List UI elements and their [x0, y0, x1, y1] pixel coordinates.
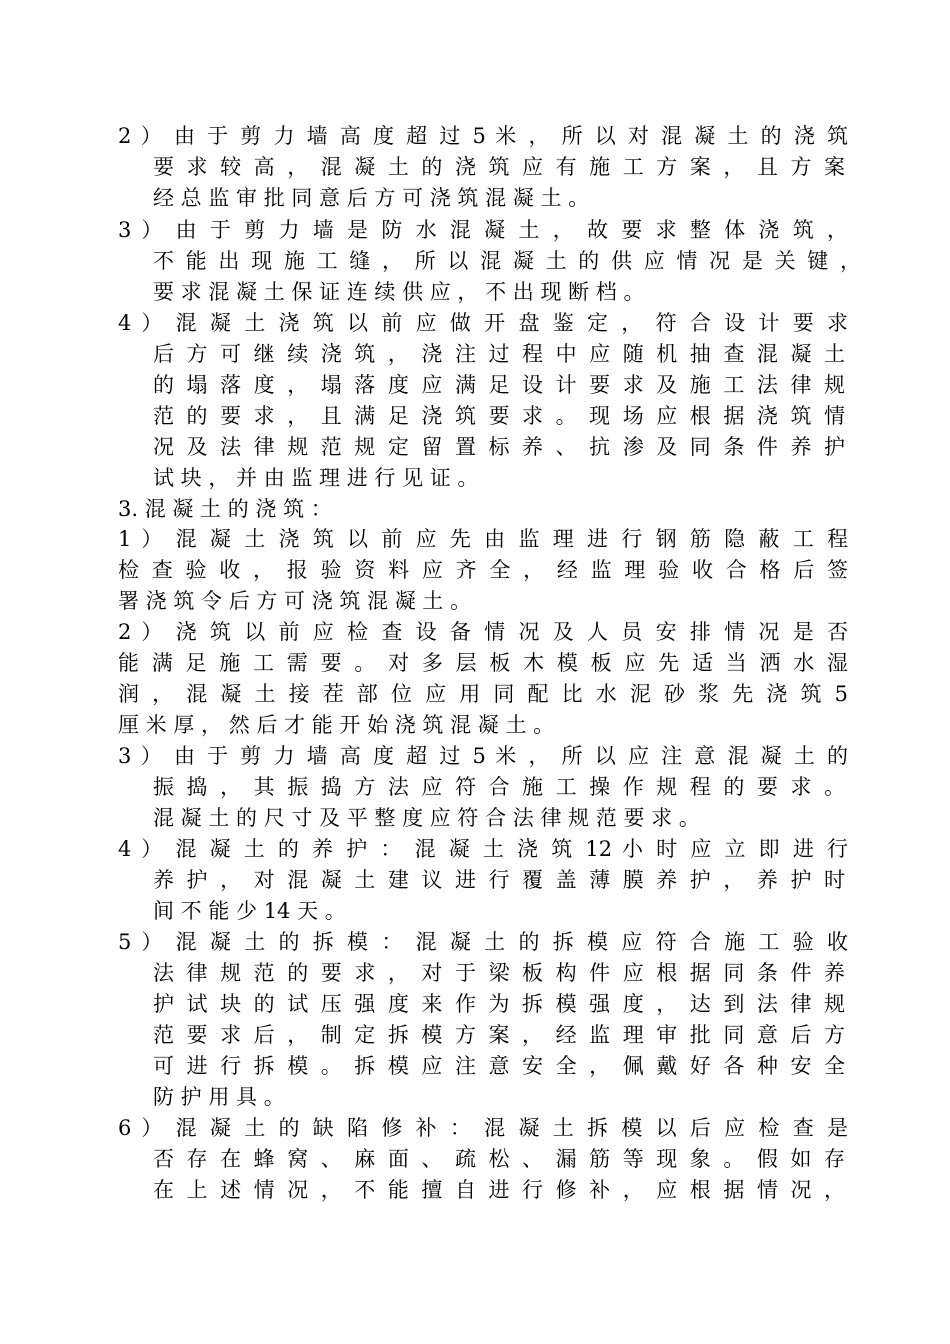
- text-line: 振 捣 ， 其 振 捣 方 法 应 符 合 施 工 操 作 规 程 的 要 求 。: [153, 775, 845, 799]
- text-line: 5 ） 混 凝 土 的 拆 模 ： 混 凝 土 的 拆 模 应 符 合 施 工 验 收: [118, 930, 848, 954]
- text-line: 检 查 验 收 ， 报 验 资 料 应 齐 全 ， 经 监 理 验 收 合 格 后 签: [118, 558, 848, 582]
- text-line: 的 塌 落 度 ， 塌 落 度 应 满 足 设 计 要 求 及 施 工 法 律 规: [153, 373, 845, 397]
- text-line: 署 浇 筑 令 后 方 可 浇 筑 混 凝 土 。: [118, 589, 472, 613]
- text-line: 3 ） 由 于 剪 力 墙 是 防 水 混 凝 土 ， 故 要 求 整 体 浇 筑 ，: [118, 218, 848, 242]
- text-line: 范 的 要 求 ， 且 满 足 浇 筑 要 求 。 现 场 应 根 据 浇 筑 情: [153, 404, 845, 428]
- text-line: 可 进 行 拆 模 。 拆 模 应 注 意 安 全 ， 佩 戴 好 各 种 安 全: [153, 1054, 845, 1078]
- text-line: 经 总 监 审 批 同 意 后 方 可 浇 筑 混 凝 土 。: [153, 186, 590, 210]
- text-line: 要 求 混 凝 土 保 证 连 续 供 应 ， 不 出 现 断 档 。: [153, 280, 645, 304]
- text-line: 2 ） 浇 筑 以 前 应 检 查 设 备 情 况 及 人 员 安 排 情 况 是 否: [118, 620, 848, 644]
- text-line: 6 ） 混 凝 土 的 缺 陷 修 补 ： 混 凝 土 拆 模 以 后 应 检 查 是: [118, 1116, 848, 1140]
- text-line: 否 存 在 蜂 窝 、 麻 面 、 疏 松 、 漏 筋 等 现 象 。 假 如 存: [153, 1147, 845, 1171]
- text-line: 况 及 法 律 规 范 规 定 留 置 标 养 、 抗 渗 及 同 条 件 养 护: [153, 435, 845, 459]
- text-line: 厘 米 厚 ， 然 后 才 能 开 始 浇 筑 混 凝 土 。: [118, 713, 555, 737]
- text-line: 4 ） 混 凝 土 浇 筑 以 前 应 做 开 盘 鉴 定 ， 符 合 设 计 要 求: [118, 311, 848, 335]
- text-line: 3 ） 由 于 剪 力 墙 高 度 超 过 5 米 ， 所 以 应 注 意 混 凝 土 的: [118, 744, 848, 768]
- text-line: 混 凝 土 的 尺 寸 及 平 整 度 应 符 合 法 律 规 范 要 求 。: [153, 806, 700, 830]
- text-line: 防 护 用 具 。: [153, 1085, 285, 1109]
- text-line: 法 律 规 范 的 要 求 ， 对 于 梁 板 构 件 应 根 据 同 条 件 养: [153, 961, 845, 985]
- text-line: 范 要 求 后 ， 制 定 拆 模 方 案 ， 经 监 理 审 批 同 意 后 方: [153, 1023, 845, 1047]
- text-line: 能 满 足 施 工 需 要 。 对 多 层 板 木 模 板 应 先 适 当 洒 水 湿: [118, 651, 848, 675]
- text-line: 试 块 ， 并 由 监 理 进 行 见 证 。: [153, 466, 479, 490]
- text-line: 后 方 可 继 续 浇 筑 ， 浇 注 过 程 中 应 随 机 抽 查 混 凝 土: [153, 342, 845, 366]
- section-heading: 3. 混 凝 土 的 浇 筑 ：: [118, 497, 332, 521]
- text-line: 润 ， 混 凝 土 接 茬 部 位 应 用 同 配 比 水 泥 砂 浆 先 浇 筑 5: [118, 682, 848, 706]
- text-line: 2 ） 由 于 剪 力 墙 高 度 超 过 5 米 ， 所 以 对 混 凝 土 的 浇 筑: [118, 124, 848, 148]
- text-line: 要 求 较 高 ， 混 凝 土 的 浇 筑 应 有 施 工 方 案 ， 且 方 案: [153, 155, 845, 179]
- text-line: 在 上 述 情 况 ， 不 能 擅 自 进 行 修 补 ， 应 根 据 情 况 ，: [153, 1178, 845, 1202]
- text-line: 间 不 能 少 14 天 。: [153, 899, 346, 923]
- text-line: 护 试 块 的 试 压 强 度 来 作 为 拆 模 强 度 ， 达 到 法 律 规: [153, 992, 845, 1016]
- text-line: 养 护 ， 对 混 凝 土 建 议 进 行 覆 盖 薄 膜 养 护 ， 养 护 时: [153, 868, 845, 892]
- text-line: 1 ） 混 凝 土 浇 筑 以 前 应 先 由 监 理 进 行 钢 筋 隐 蔽 工 程: [118, 527, 848, 551]
- text-line: 不 能 出 现 施 工 缝 ， 所 以 混 凝 土 的 供 应 情 况 是 关 键 ，: [153, 249, 861, 273]
- text-line: 4 ） 混 凝 土 的 养 护 ： 混 凝 土 浇 筑 12 小 时 应 立 即 进 行: [118, 837, 848, 861]
